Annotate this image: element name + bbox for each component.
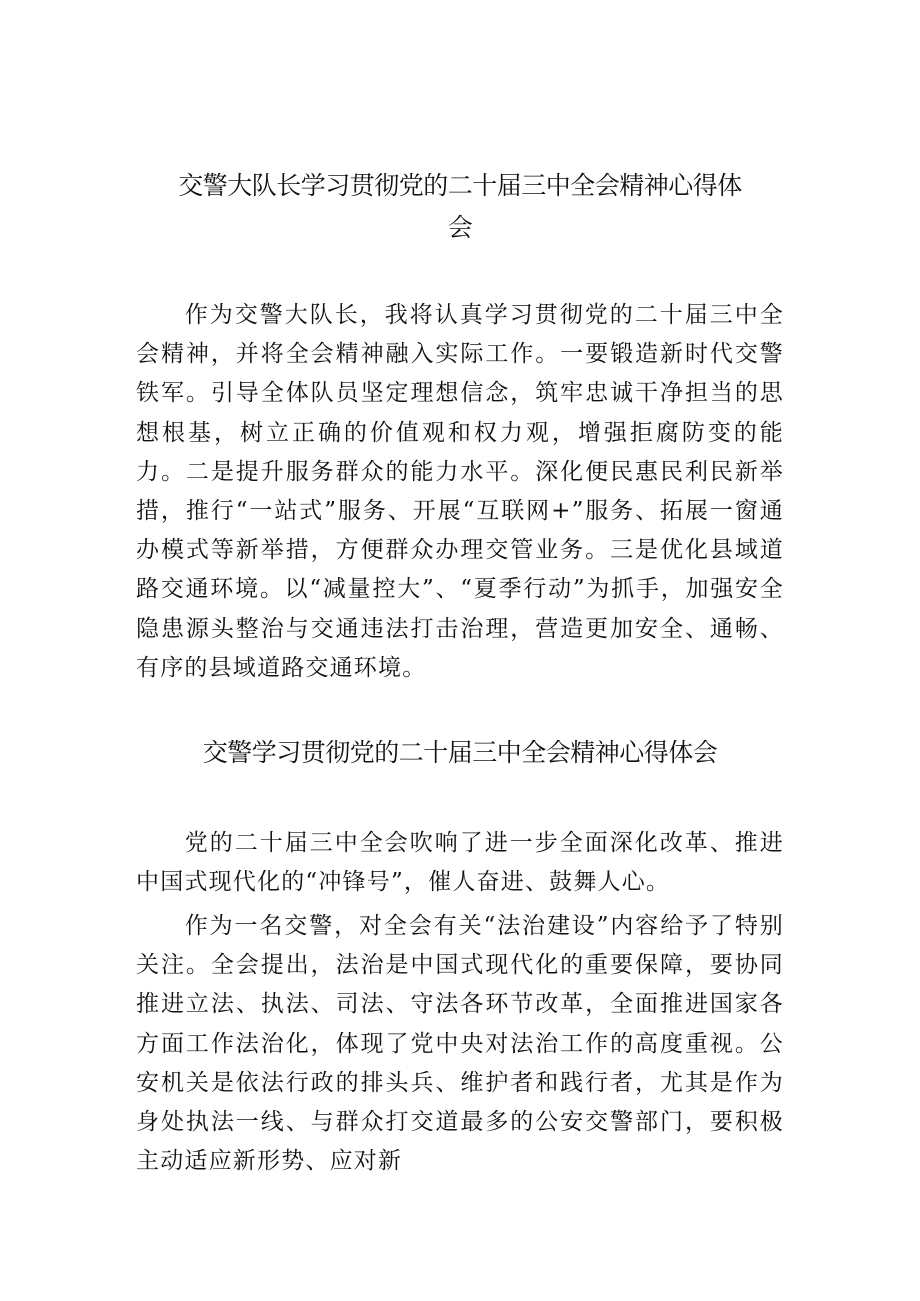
section1-paragraph-text: 作为交警大队长，我将认真学习贯彻党的二十届三中全会精神，并将全会精神融入实际工作。一要锻造新时代交警铁军。引导全体队员坚定理想信念，筑牢忠诚干净担当的思想根基，树立正确的价值观和权力观，增强拒腐防变的能力。二是提升服务群众的能力水平。深化便民惠民利民新举措，推行“一站式”服务、开展“互联网+”服务、拓展一窗通办模式等新举措，方便群众办理交管业务。三是优化县域道路交通环境。以“减量控大”、“夏季行动”为抓手，加强安全隐患源头整治与交通违法打击治理，营造更加安全、通畅、有序的县域道路交通环境。 (136, 302, 784, 681)
section1-title-line2: 会 (447, 213, 473, 242)
section2-title: 交警学习贯彻党的二十届三中全会精神心得体会 (202, 738, 718, 767)
section2-paragraph1-text: 党的二十届三中全会吹响了进一步全面深化改革、推进中国式现代化的“冲锋号”，催人奋进、鼓舞人心。 (136, 830, 784, 896)
section2-paragraph1 (136, 824, 784, 902)
section2-paragraph2-text: 作为一名交警，对全会有关“法治建设”内容给予了特别关注。全会提出，法治是中国式现代化的重要保障，要协同推进立法、执法、司法、守法各环节改革，全面推进国家各方面工作法治化，体现了党中央对法治工作的高度重视。公安机关是依法行政的排头兵、维护者和践行者，尤其是作为身处执法一线、与群众打交道最多的公安交警部门，要积极主动适应新形势、应对新 (136, 913, 784, 1175)
section1-title-line1: 交警大队长学习贯彻党的二十届三中全会精神心得体 (178, 171, 742, 200)
section1-title (0, 165, 920, 249)
section1-paragraph (136, 296, 784, 688)
section2-paragraph2 (136, 907, 784, 1181)
